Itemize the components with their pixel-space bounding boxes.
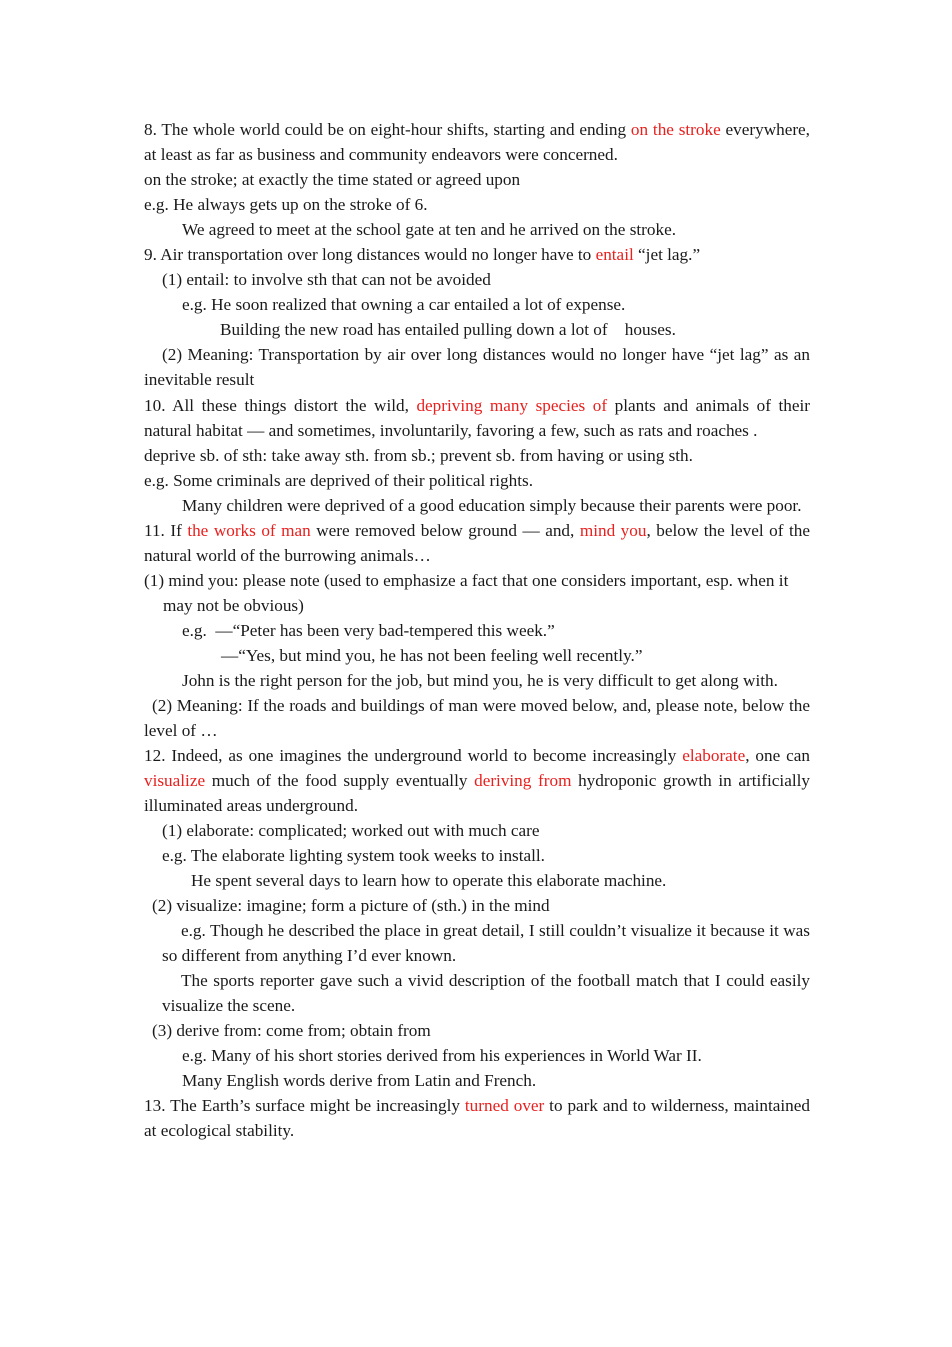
item-12-sentence [144, 743, 810, 818]
item-8-example-1: e.g. He always gets up on the stroke of 6. [144, 195, 428, 214]
item-9-text-b: “jet lag.” [633, 245, 701, 264]
item-12-sub-2-example-2: The sports reporter gave such a vivid description of the football match that I could easily visualize the scene. [162, 971, 810, 1015]
item-13-sentence [144, 1093, 810, 1143]
item-9-highlight: entail [595, 245, 634, 264]
item-13-highlight: turned over [464, 1096, 545, 1115]
item-12-text-b: , one can [745, 746, 810, 765]
item-9-sub-2 [144, 342, 810, 392]
item-12-sub-1: (1) elaborate: complicated; worked out with much care [162, 821, 540, 840]
item-8-definition: on the stroke; at exactly the time stated or agreed upon [144, 170, 521, 189]
item-11-text-a: 11. If [144, 521, 188, 540]
item-12-sub-2-example-1: e.g. Though he described the place in great detail, I still couldn’t visualize it because it was so different from anything I’d ever known. [162, 921, 810, 965]
item-8-text-a: 8. The whole world could be on eight-hour shifts, starting and ending [144, 120, 631, 139]
item-9-sub-1: (1) entail: to involve sth that can not be avoided [162, 270, 491, 289]
item-10-sentence [144, 393, 810, 443]
item-12-highlight-1: elaborate [682, 746, 746, 765]
item-10-definition: deprive sb. of sth: take away sth. from sb.; prevent sb. from having or using sth. [144, 446, 693, 465]
item-9-sub-2-text: (2) Meaning: Transportation by air over long distances would no longer have “jet lag” as an inevitable result [144, 345, 810, 389]
item-10-highlight: depriving many species of [416, 396, 608, 415]
item-9-example-1: e.g. He soon realized that owning a car entailed a lot of expense. [182, 295, 626, 314]
item-9-example-2: Building the new road has entailed pulling down a lot of houses. [220, 320, 676, 339]
item-9-text-a: 9. Air transportation over long distances would no longer have to [144, 245, 596, 264]
item-11-highlight-2: mind you [579, 521, 647, 540]
item-12-highlight-3: deriving from [474, 771, 572, 790]
document-page [144, 117, 810, 1143]
item-11-example-1: e.g. —“Peter has been very bad-tempered this week.” [182, 621, 555, 640]
item-11-sub-2-text: (2) Meaning: If the roads and buildings of man were moved below, and, please note, below the level of … [144, 696, 810, 740]
item-12-sub-3: (3) derive from: come from; obtain from [152, 1021, 431, 1040]
item-10-text-a: 10. All these things distort the wild, [144, 396, 417, 415]
item-13-text-b: to park and to wilderness, maintained at ecological stability. [144, 1096, 810, 1140]
item-10-example-2: Many children were deprived of a good education simply because their parents were poor. [182, 496, 802, 515]
item-11-example-1b: —“Yes, but mind you, he has not been feeling well recently.” [221, 646, 643, 665]
item-8-example-2: We agreed to meet at the school gate at ten and he arrived on the stroke. [182, 220, 676, 239]
item-11-sentence [144, 518, 810, 568]
item-12-sub-2: (2) visualize: imagine; form a picture of (sth.) in the mind [152, 896, 550, 915]
item-12-text-c: much of the food supply eventually [205, 771, 475, 790]
item-12-sub-3-example-1: e.g. Many of his short stories derived from his experiences in World War II. [182, 1046, 702, 1065]
item-11-text-b: were removed below ground — and, [310, 521, 580, 540]
item-9-sentence [144, 242, 810, 267]
item-12-sub-1-example-2: He spent several days to learn how to operate this elaborate machine. [191, 871, 667, 890]
item-12-text-d: hydroponic growth in artificially illuminated areas underground. [144, 771, 810, 815]
item-13-text-a: 13. The Earth’s surface might be increasingly [144, 1096, 465, 1115]
item-11-sub-2 [144, 693, 810, 743]
item-10-text-b: plants and animals of their natural habitat — and sometimes, involuntarily, favoring a few, such as rats and roaches . [144, 396, 810, 440]
item-12-sub-3-example-2: Many English words derive from Latin and French. [182, 1071, 537, 1090]
item-8-text-b: everywhere, at least as far as business and community endeavors were concerned. [144, 120, 810, 164]
item-12-highlight-2: visualize [144, 771, 206, 790]
item-10-example-1: e.g. Some criminals are deprived of their political rights. [144, 471, 533, 490]
item-8-sentence [144, 117, 810, 167]
item-11-text-c: , below the level of the natural world of the burrowing animals… [144, 521, 810, 565]
item-8-highlight: on the stroke [630, 120, 721, 139]
item-12-sub-1-example-1: e.g. The elaborate lighting system took weeks to install. [162, 846, 545, 865]
item-12-text-a: 12. Indeed, as one imagines the underground world to become increasingly [144, 746, 683, 765]
item-11-highlight-1: the works of man [187, 521, 311, 540]
item-11-sub-1: (1) mind you: please note (used to emphasize a fact that one considers important, esp. when it may not be obvious) [144, 571, 789, 615]
item-11-example-2: John is the right person for the job, but mind you, he is very difficult to get along with. [182, 671, 778, 690]
